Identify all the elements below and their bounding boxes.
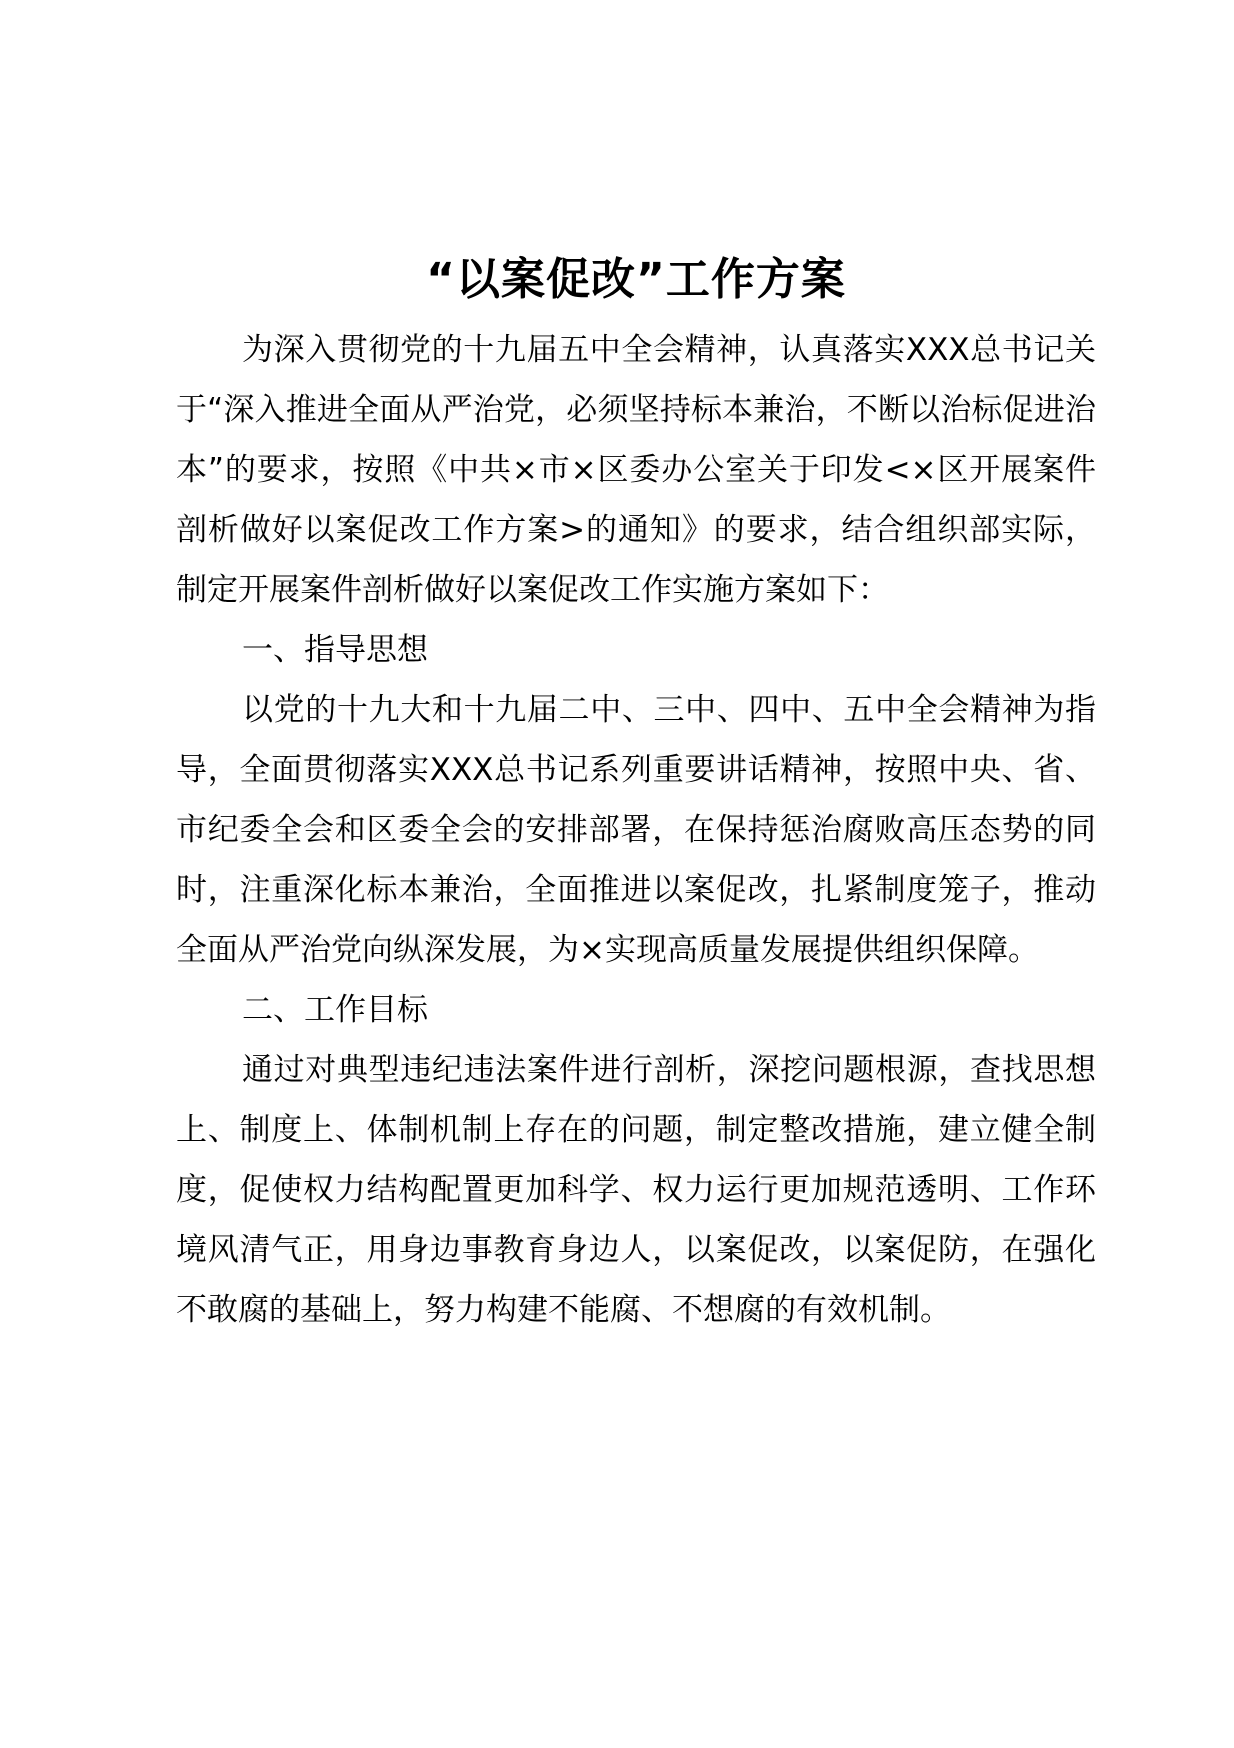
section-heading-work-goals: 二、工作目标 bbox=[242, 992, 428, 1028]
section-heading-guiding-thought: 一、指导思想 bbox=[242, 632, 428, 668]
document-title: “以案促改”工作方案 bbox=[426, 254, 846, 305]
intro-paragraph: 为深入贯彻党的十九届五中全会精神，认真落实XXX总书记关于“深入推进全面从严治党，必须坚持标本兼治，不断以治标促进治本”的要求，按照《中共×市×区委办公室关于印发<×区开展案件剖析做好以案促改工作方案>的通知》的要求，结合组织部实际，制定开展案件剖析做好以案促改工作实施方案如下： bbox=[176, 332, 1096, 608]
section-body-guiding-thought: 以党的十九大和十九届二中、三中、四中、五中全会精神为指导，全面贯彻落实XXX总书记系列重要讲话精神，按照中央、省、市纪委全会和区委全会的安排部署，在保持惩治腐败高压态势的同时，注重深化标本兼治，全面推进以案促改，扎紧制度笼子，推动全面从严治党向纵深发展，为×实现高质量发展提供组织保障。 bbox=[176, 692, 1096, 968]
section-body-work-goals: 通过对典型违纪违法案件进行剖析，深挖问题根源，查找思想上、制度上、体制机制上存在的问题，制定整改措施，建立健全制度，促使权力结构配置更加科学、权力运行更加规范透明、工作环境风清气正，用身边事教育身边人，以案促改，以案促防，在强化不敢腐的基础上，努力构建不能腐、不想腐的有效机制。 bbox=[176, 1052, 1096, 1328]
document-page bbox=[176, 240, 1096, 1340]
